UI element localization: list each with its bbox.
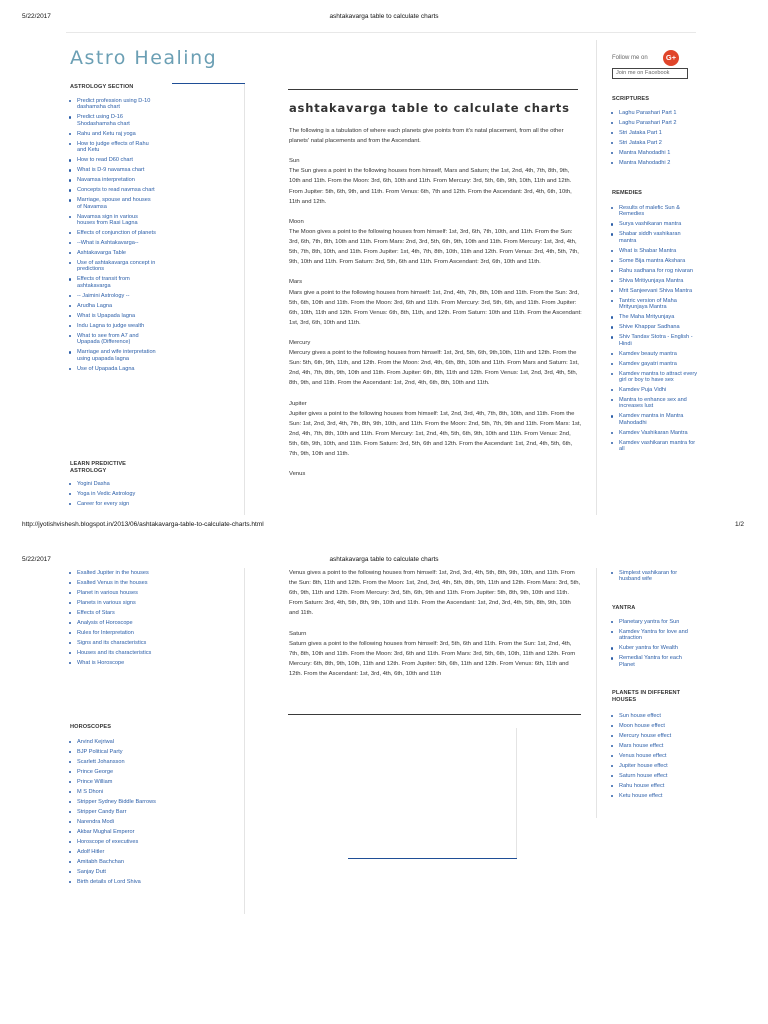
horoscopes-list (68, 739, 156, 889)
sidebar-link[interactable]: Effects of Stars (68, 610, 156, 616)
sidebar-link[interactable]: Mars house effect (610, 743, 698, 749)
accent-line (172, 83, 245, 84)
sidebar-link[interactable]: Akbar Mughal Emperor (68, 829, 156, 835)
sidebar-link[interactable]: Marriage and wife interpretation using upapada lagna (68, 349, 156, 362)
print-title-2: ashtakavarga table to calculate charts (329, 556, 439, 563)
moon-heading: Moon (289, 218, 304, 225)
sidebar-link[interactable]: Moon house effect (610, 723, 698, 729)
horoscopes-heading: HOROSCOPES (70, 724, 112, 730)
sidebar-link[interactable]: Narendra Modi (68, 819, 156, 825)
sidebar-link[interactable]: Yoga in Vedic Astrology (68, 491, 156, 497)
sidebar-link[interactable]: Kamdev mantra to attract every girl or boy to have sex (610, 371, 698, 384)
mercury-text: Mercury gives a point to the following houses from himself: 1st, 3rd, 5th, 6th, 9th,10th, 11th and 12th. From the Sun: 5th, 6th, 9th, 11th, and 12th. From the Moon: 2nd, 4th, 6th, 8th, 10th and 11th. From Mars and Saturn: 1st, 2nd, 4th, 7th, 8th, 9th, 10th and 11th. From Jupiter: 6th, 8th, 11th and 12th. From Venus: 1st, 2nd, 3rd, 4th, 5th, 8th, 9th, and 11th. From the Ascendant: 1st, 2nd, 4th, 6th, 8th, 10th and 11th. (289, 350, 579, 387)
sidebar-link[interactable]: Shive Khappar Sadhana (610, 324, 698, 330)
yantra-heading: YANTRA (612, 605, 636, 611)
sidebar-link[interactable]: The Maha Mrityunjaya (610, 314, 698, 320)
header-divider (66, 32, 696, 33)
sidebar-link[interactable]: Rules for Interpretation (68, 630, 156, 636)
sidebar-link[interactable]: Amitabh Bachchan (68, 859, 156, 865)
sidebar-link[interactable]: Planetary yantra for Sun (610, 619, 698, 625)
print-date-2: 5/22/2017 (22, 556, 51, 563)
venus-heading: Venus (289, 471, 306, 478)
sun-heading: Sun (289, 158, 300, 165)
sidebar-link[interactable]: Horoscope of executives (68, 839, 156, 845)
follow-label: Follow me on (612, 55, 648, 61)
sidebar-link[interactable]: Laghu Parashari Part 1 (610, 110, 698, 116)
sidebar-link[interactable]: Scarlett Johansson (68, 759, 156, 765)
sidebar-link[interactable]: Tantric version of Maha Mrityunjaya Mantra (610, 298, 698, 311)
jupiter-text: Jupiter gives a point to the following houses from himself: 1st, 2nd, 3rd, 4th, 7th, 8th, 10th, and 11th. From the Sun: 1st, 2nd, 3rd, 4th, 7th, 8th, 9th, 10th, and 11th. From the Moon: 2nd, 5th, 7th, 9th and 11th. From Mars: 1st, 2nd, 4th, 7th, 8th, 10th and 11th. From Mercury: 1st, 2nd, 4th, 5th, 6th, 9th, 10th and 11th. From Venus: 2nd, 5th, 6th, 9th, 10th, and 11th. From Saturn: 3rd, 5th, 6th and 12th. From the Ascendant: 1st, 2nd, 4th, 5th, 6th, 7th, 9th, 10th and 11th. (289, 410, 582, 457)
sidebar-link[interactable]: Career for every sign (68, 501, 156, 507)
sidebar-link[interactable]: Results of malefic Sun & Remedies (610, 205, 698, 218)
moon-text: The Moon gives a point to the following houses from himself: 1st, 3rd, 6th, 7th, 10th, and 11th. From the Sun: 3rd, 6th, 7th, 8th, 10th and 11th. From Mars: 2nd, 3rd, 5th, 6th, 9th, 10th and 11th. From Mercury: 1st, 3rd, 4th, 5th, 7th, 8th, 10th, and 11th. From Jupiter: 1st, 4th, 7th, 8th, 10th, 11th and 12th. From Venus: 3rd, 4th, 5th, 7th, 9th, 10th and 11th. From Saturn: 3rd, 5th, 6th and 11th. From Ascendant: 3rd, 6th, 10th and 11th. (289, 228, 579, 266)
sidebar-link[interactable]: Exalted Venus in the houses (68, 580, 156, 586)
sidebar-link[interactable]: Adolf Hitler (68, 849, 156, 855)
source-url[interactable]: http://jyotishvishesh.blogspot.in/2013/06/ashtakavarga-table-to-calculate-charts.html (22, 521, 264, 528)
mercury-heading: Mercury (289, 339, 311, 346)
astrology-section-heading: ASTROLOGY SECTION (70, 84, 134, 90)
post-title: ashtakavarga table to calculate charts (289, 101, 570, 115)
sidebar-link[interactable]: Laghu Parashari Part 2 (610, 120, 698, 126)
yantra-list (610, 619, 698, 672)
sidebar-link[interactable]: Kamdev Puja Vidhi (610, 387, 698, 393)
sidebar-link[interactable]: Stri Jataka Part 1 (610, 130, 698, 136)
sidebar-link[interactable]: Arudha Lagna (68, 303, 156, 309)
sidebar-link[interactable]: Mercury house effect (610, 733, 698, 739)
sidebar-link[interactable]: How to read D60 chart (68, 157, 156, 163)
sidebar-link[interactable]: What to see from A7 and Upapada (Difference) (68, 333, 156, 346)
venus-text: Venus gives a point to the following houses from himself: 1st, 2nd, 3rd, 4th, 5th, 8th, 9th, 10th, and 11th. From the Sun: 8th, 11th and 12th. From the Moon: 1st, 2nd, 3rd, 4th, 5th, 8th, 9th, 11th and 12th. From Mars: 3rd, 5th, 6th, 9th, 11th and 12th. From Mercury: 3rd, 5th, 6th, 9th and 11th. From Jupiter: 5th, 8th, 9th, 10th and 11th. From Saturn: 3rd, 4th, 5th, 8th, 9th, 10th and 11th. From the Ascendant: 1st, 2nd, 3rd, 4th, 5th, 8th, 9th, 10th and 11th. (289, 570, 581, 617)
mars-heading: Mars (289, 279, 303, 286)
sidebar-link[interactable]: Arvind Kejriwal (68, 739, 156, 745)
print-title: ashtakavarga table to calculate charts (329, 13, 439, 20)
page-header (0, 13, 768, 25)
jupiter-heading: Jupiter (289, 400, 307, 407)
sidebar-link[interactable]: Venus house effect (610, 753, 698, 759)
planets-houses-list (610, 713, 698, 803)
learn-astrology-list (68, 481, 156, 511)
right-column-divider-2 (596, 568, 597, 818)
sidebar-link[interactable]: Remedial Yantra for each Planet (610, 655, 698, 668)
sidebar-link[interactable]: Houses and its characteristics (68, 650, 156, 656)
astrology-section-list (68, 98, 156, 376)
pdf-page-2 (0, 550, 768, 1024)
sun-text: The Sun gives a point in the following houses from himself, Mars and Saturn; the 1st, 2nd, 4th, 7th, 8th, 9th, 10th and 11th. From the Moon: 3rd, 6th, 10th and 11th. From Mercury: 3rd, 5th, 6th, 9th, 10th, 11th and 12th. From Jupiter: 5th, 6th, 9th, and 11th. From Venus: 6th, 7th and 12th. From the Ascendant: 3rd, 4th, 6th, 10th, 11th and 12th. (289, 168, 572, 205)
sidebar-link[interactable]: Birth details of Lord Shiva (68, 879, 156, 885)
sidebar-link[interactable]: Predict using D-16 Shodashamsha chart (68, 114, 156, 127)
left-column-divider (244, 83, 245, 515)
sidebar-link[interactable]: Concepts to read navmsa chart (68, 187, 156, 193)
post-intro: The following is a tabulation of where each planets give points from it's natal placement, from all the other planets' natal placements and from the Ascendant. (289, 128, 564, 145)
learn-astrology-list-cont (68, 570, 156, 670)
learn-astrology-heading: LEARN PREDICTIVE ASTROLOGY (70, 461, 126, 474)
scriptures-list (610, 110, 698, 170)
sidebar-link[interactable]: Planets in various signs (68, 600, 156, 606)
sidebar-link[interactable]: Sun house effect (610, 713, 698, 719)
right-column-divider (596, 40, 597, 515)
sidebar-link[interactable]: Prince William (68, 779, 156, 785)
sidebar-link[interactable]: Navamsa sign in various houses from Rasi Lagna (68, 214, 156, 227)
sidebar-link[interactable]: Rahu and Ketu raj yoga (68, 131, 156, 137)
sidebar-link[interactable]: Stri Jataka Part 2 (610, 140, 698, 146)
sidebar-link[interactable]: Effects of conjunction of planets (68, 230, 156, 236)
sidebar-link[interactable]: Ashtakavarga Table (68, 250, 156, 256)
sidebar-link[interactable]: Jupiter house effect (610, 763, 698, 769)
sidebar-link[interactable]: Ketu house effect (610, 793, 698, 799)
sidebar-link[interactable]: Surya vashikaran mantra (610, 221, 698, 227)
sidebar-link[interactable]: Prince George (68, 769, 156, 775)
sidebar-link[interactable]: What is Horoscope (68, 660, 156, 666)
sidebar-link[interactable]: Planet in various houses (68, 590, 156, 596)
sidebar-link[interactable]: Use of ashtakavarga concept in predictions (68, 260, 156, 273)
saturn-heading: Saturn (289, 630, 307, 637)
sidebar-link[interactable]: Kamdev beauty mantra (610, 351, 698, 357)
sidebar-link[interactable]: Saturn house effect (610, 773, 698, 779)
mars-text: Mars give a point to the following houses from himself: 1st, 2nd, 4th, 7th, 8th, 10th and 11th. From the Sun: 3rd, 5th, 6th, 10th and 11th. From the Moon: 3rd, 6th and 11th. From Mercury: 3rd, 5th, 6th, and 11th. From Jupiter: 6th, 10th, 11th and 12th. From Venus: 6th, 8th, 11th, and 12th. From Saturn: 10th and 11th. From the Ascendant: 1st, 3rd, 6th, 10th and 11th. (289, 289, 582, 326)
sidebar-link[interactable]: How to judge effects of Rahu and Ketu (68, 141, 156, 154)
sidebar-link[interactable]: Effects of transit from ashtakavarga (68, 276, 156, 289)
sidebar-link[interactable]: Kamdev Yantra for love and attraction (610, 629, 698, 642)
planets-houses-heading: PLANETS IN DIFFERENT HOUSES (612, 690, 681, 703)
sidebar-link[interactable]: Analysis of Horoscope (68, 620, 156, 626)
post-footer-divider (516, 728, 517, 858)
sidebar-link[interactable]: Mrit Sanjeevani Shiva Mantra (610, 288, 698, 294)
site-logo[interactable]: Astro Healing (70, 47, 218, 69)
remedies-list (610, 205, 698, 456)
sidebar-link[interactable]: Some Bija mantra Akshara (610, 258, 698, 264)
sidebar-link[interactable]: Rahu house effect (610, 783, 698, 789)
sidebar-link[interactable]: Kamdev mantra in Mantra Mahodadhi (610, 413, 698, 426)
sidebar-link[interactable]: Predict profession using D-10 dashamsha chart (68, 98, 156, 111)
page-header-2 (0, 556, 768, 568)
sidebar-link[interactable]: Indu Lagna to judge wealth (68, 323, 156, 329)
page-number: 1/2 (734, 521, 744, 528)
sidebar-link[interactable]: What is D-9 navamsa chart (68, 167, 156, 173)
sidebar-link[interactable]: M S Dhoni (68, 789, 156, 795)
post-bottom-rule (288, 714, 581, 715)
google-plus-icon[interactable]: G+ (663, 50, 679, 66)
sidebar-link[interactable]: Stripper Candy Barr (68, 809, 156, 815)
sidebar-link[interactable]: Mantra Mahodadhi 2 (610, 160, 698, 166)
sidebar-link[interactable]: -- Jaimini Astrology -- (68, 293, 156, 299)
sidebar-link[interactable]: Signs and its characteristics (68, 640, 156, 646)
sidebar-link[interactable]: Kamdev Vashikaran Mantra (610, 430, 698, 436)
sidebar-link[interactable]: Shiva Mritiyunjaya Mantra (610, 278, 698, 284)
sidebar-link[interactable]: Simplest vashikaran for husband wife (610, 570, 698, 583)
post-footer-accent (348, 858, 517, 859)
sidebar-link[interactable]: Rahu sadhana for rog nivaran (610, 268, 698, 274)
sidebar-link[interactable]: What is Shabar Mantra (610, 248, 698, 254)
sidebar-link[interactable]: Sanjay Dutt (68, 869, 156, 875)
sidebar-link[interactable]: Kuber yantra for Wealth (610, 645, 698, 651)
post-body-page-1 (289, 126, 582, 479)
post-top-rule (288, 89, 578, 90)
sidebar-link[interactable]: Navamsa interpretation (68, 177, 156, 183)
saturn-text: Saturn gives a point to the following houses from himself: 3rd, 5th, 6th and 11th. From the Sun: 1st, 2nd, 4th, 7th, 8th, 10th and 11th. From the Moon: 3rd, 6th and 11th. From Mars: 3rd, 5th, 6th, 10th, 11th and 12th. From Mercury: 6th, 8th, 9th, 10th, 11th and 12th. From Jupiter: 5th, 6th, 11th and 12th. From Venus: 6th, 11th and 12th. From the Ascendant: 1st, 3rd, 4th, 6th, 10th and 11th (289, 640, 576, 677)
print-date: 5/22/2017 (22, 13, 51, 20)
sidebar-link[interactable]: Kamdev vashikaran mantra for all (610, 440, 698, 453)
sidebar-link[interactable]: Shiv Tandav Stotra - English -Hindi (610, 334, 698, 347)
facebook-join-button[interactable]: Join me on Facebook (612, 68, 688, 79)
sidebar-link[interactable]: --What is Ashtakavarga-- (68, 240, 156, 246)
remedies-heading: REMEDIES (612, 190, 643, 196)
sidebar-link[interactable]: Use of Upapada Lagna (68, 366, 156, 372)
sidebar-link[interactable]: Stripper Sydney Biddle Barrows (68, 799, 156, 805)
sidebar-link[interactable]: Shabar siddh vashikaran mantra (610, 231, 698, 244)
scriptures-heading: SCRIPTURES (612, 96, 650, 102)
post-body-page-2 (289, 568, 582, 679)
sidebar-link[interactable]: Mantra to enhance sex and increases lust (610, 397, 698, 410)
sidebar-link[interactable]: Exalted Jupiter in the houses (68, 570, 156, 576)
sidebar-link[interactable]: BJP Political Party (68, 749, 156, 755)
sidebar-link[interactable]: Mantra Mahodadhi 1 (610, 150, 698, 156)
left-column-divider-2 (244, 568, 245, 914)
sidebar-link[interactable]: Marriage, spouse and houses of Navamsa (68, 197, 156, 210)
sidebar-link[interactable]: Yogini Dasha (68, 481, 156, 487)
remedies-list-cont (610, 570, 698, 586)
sidebar-link[interactable]: What is Upapada lagna (68, 313, 156, 319)
sidebar-link[interactable]: Kamdev gayatri mantra (610, 361, 698, 367)
